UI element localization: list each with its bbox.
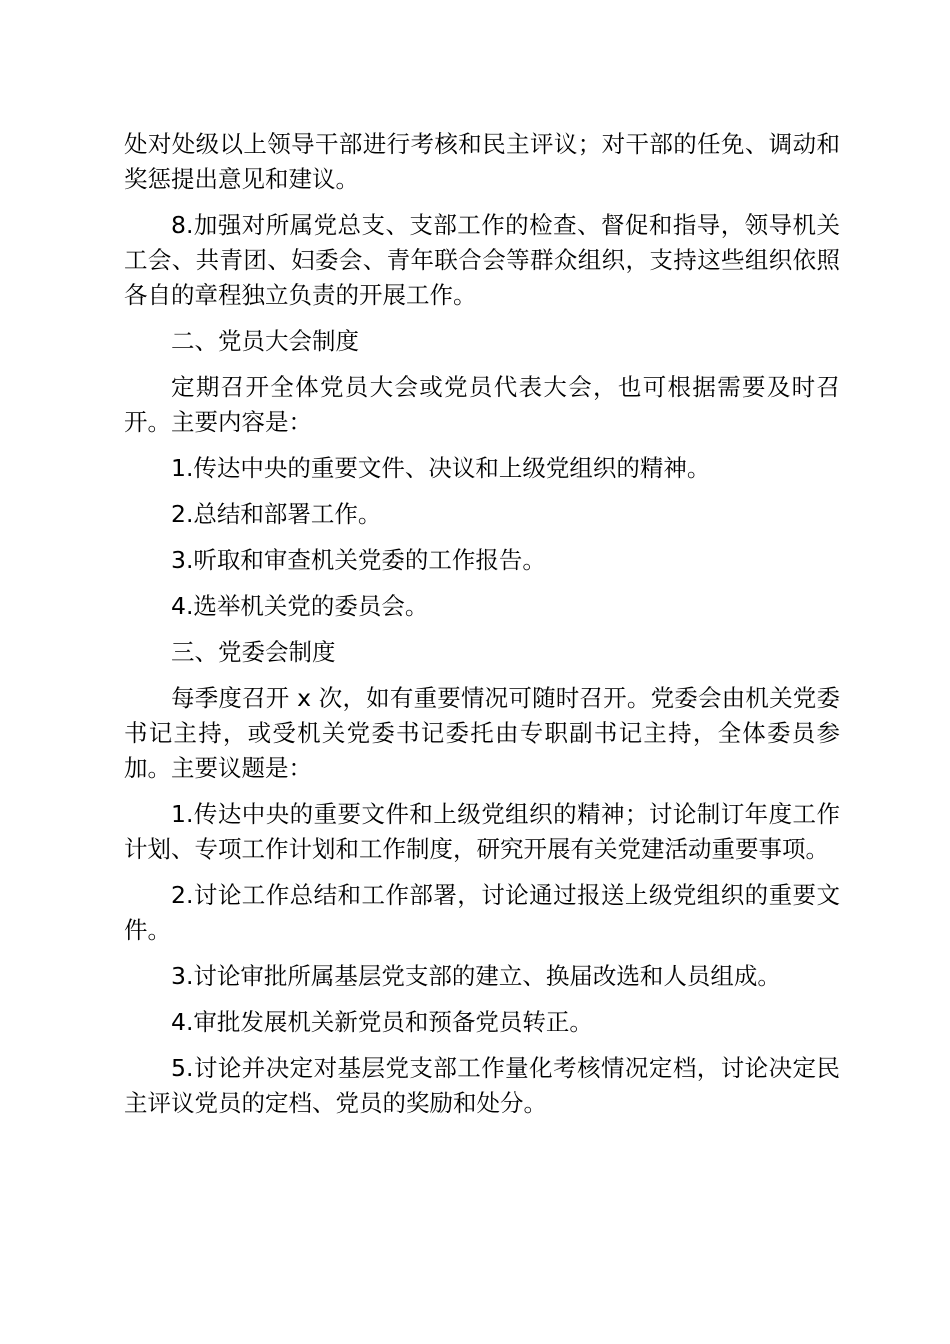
paragraph-continued: 处对处级以上领导干部进行考核和民主评议；对干部的任免、调动和奖惩提出意见和建议。: [124, 130, 840, 193]
paragraph-item-8: 8.加强对所属党总支、支部工作的检查、督促和指导，领导机关工会、共青团、妇委会、青年联合会等群众组织，支持这些组织依照各自的章程独立负责的开展工作。: [124, 211, 840, 309]
paragraph-congress-intro: 定期召开全体党员大会或党员代表大会，也可根据需要及时召开。主要内容是：: [124, 373, 840, 436]
paragraph-congress-item-3: 3.听取和审查机关党委的工作报告。: [171, 546, 546, 574]
paragraph-committee-item-1: 1.传达中央的重要文件和上级党组织的精神；讨论制订年度工作计划、专项工作计划和工作制度，研究开展有关党建活动重要事项。: [124, 800, 840, 863]
section-heading-party-congress: 二、党员大会制度: [171, 327, 359, 355]
paragraph-committee-item-2: 2.讨论工作总结和工作部署，讨论通过报送上级党组织的重要文件。: [124, 881, 840, 944]
document-body: [124, 127, 840, 1132]
paragraph-committee-item-3: 3.讨论审批所属基层党支部的建立、换届改选和人员组成。: [171, 962, 781, 990]
paragraph-congress-item-2: 2.总结和部署工作。: [171, 500, 382, 528]
paragraph-committee-item-4: 4.审批发展机关新党员和预备党员转正。: [171, 1008, 593, 1036]
paragraph-congress-item-4: 4.选举机关党的委员会。: [171, 592, 429, 620]
paragraph-congress-item-1: 1.传达中央的重要文件、决议和上级党组织的精神。: [171, 454, 711, 482]
paragraph-committee-item-5: 5.讨论并决定对基层党支部工作量化考核情况定档，讨论决定民主评议党员的定档、党员的奖励和处分。: [124, 1054, 840, 1117]
section-heading-committee: 三、党委会制度: [171, 638, 336, 666]
paragraph-committee-intro: 每季度召开 x 次，如有重要情况可随时召开。党委会由机关党委书记主持，或受机关党委书记委托由专职副书记主持，全体委员参加。主要议题是：: [124, 684, 840, 782]
